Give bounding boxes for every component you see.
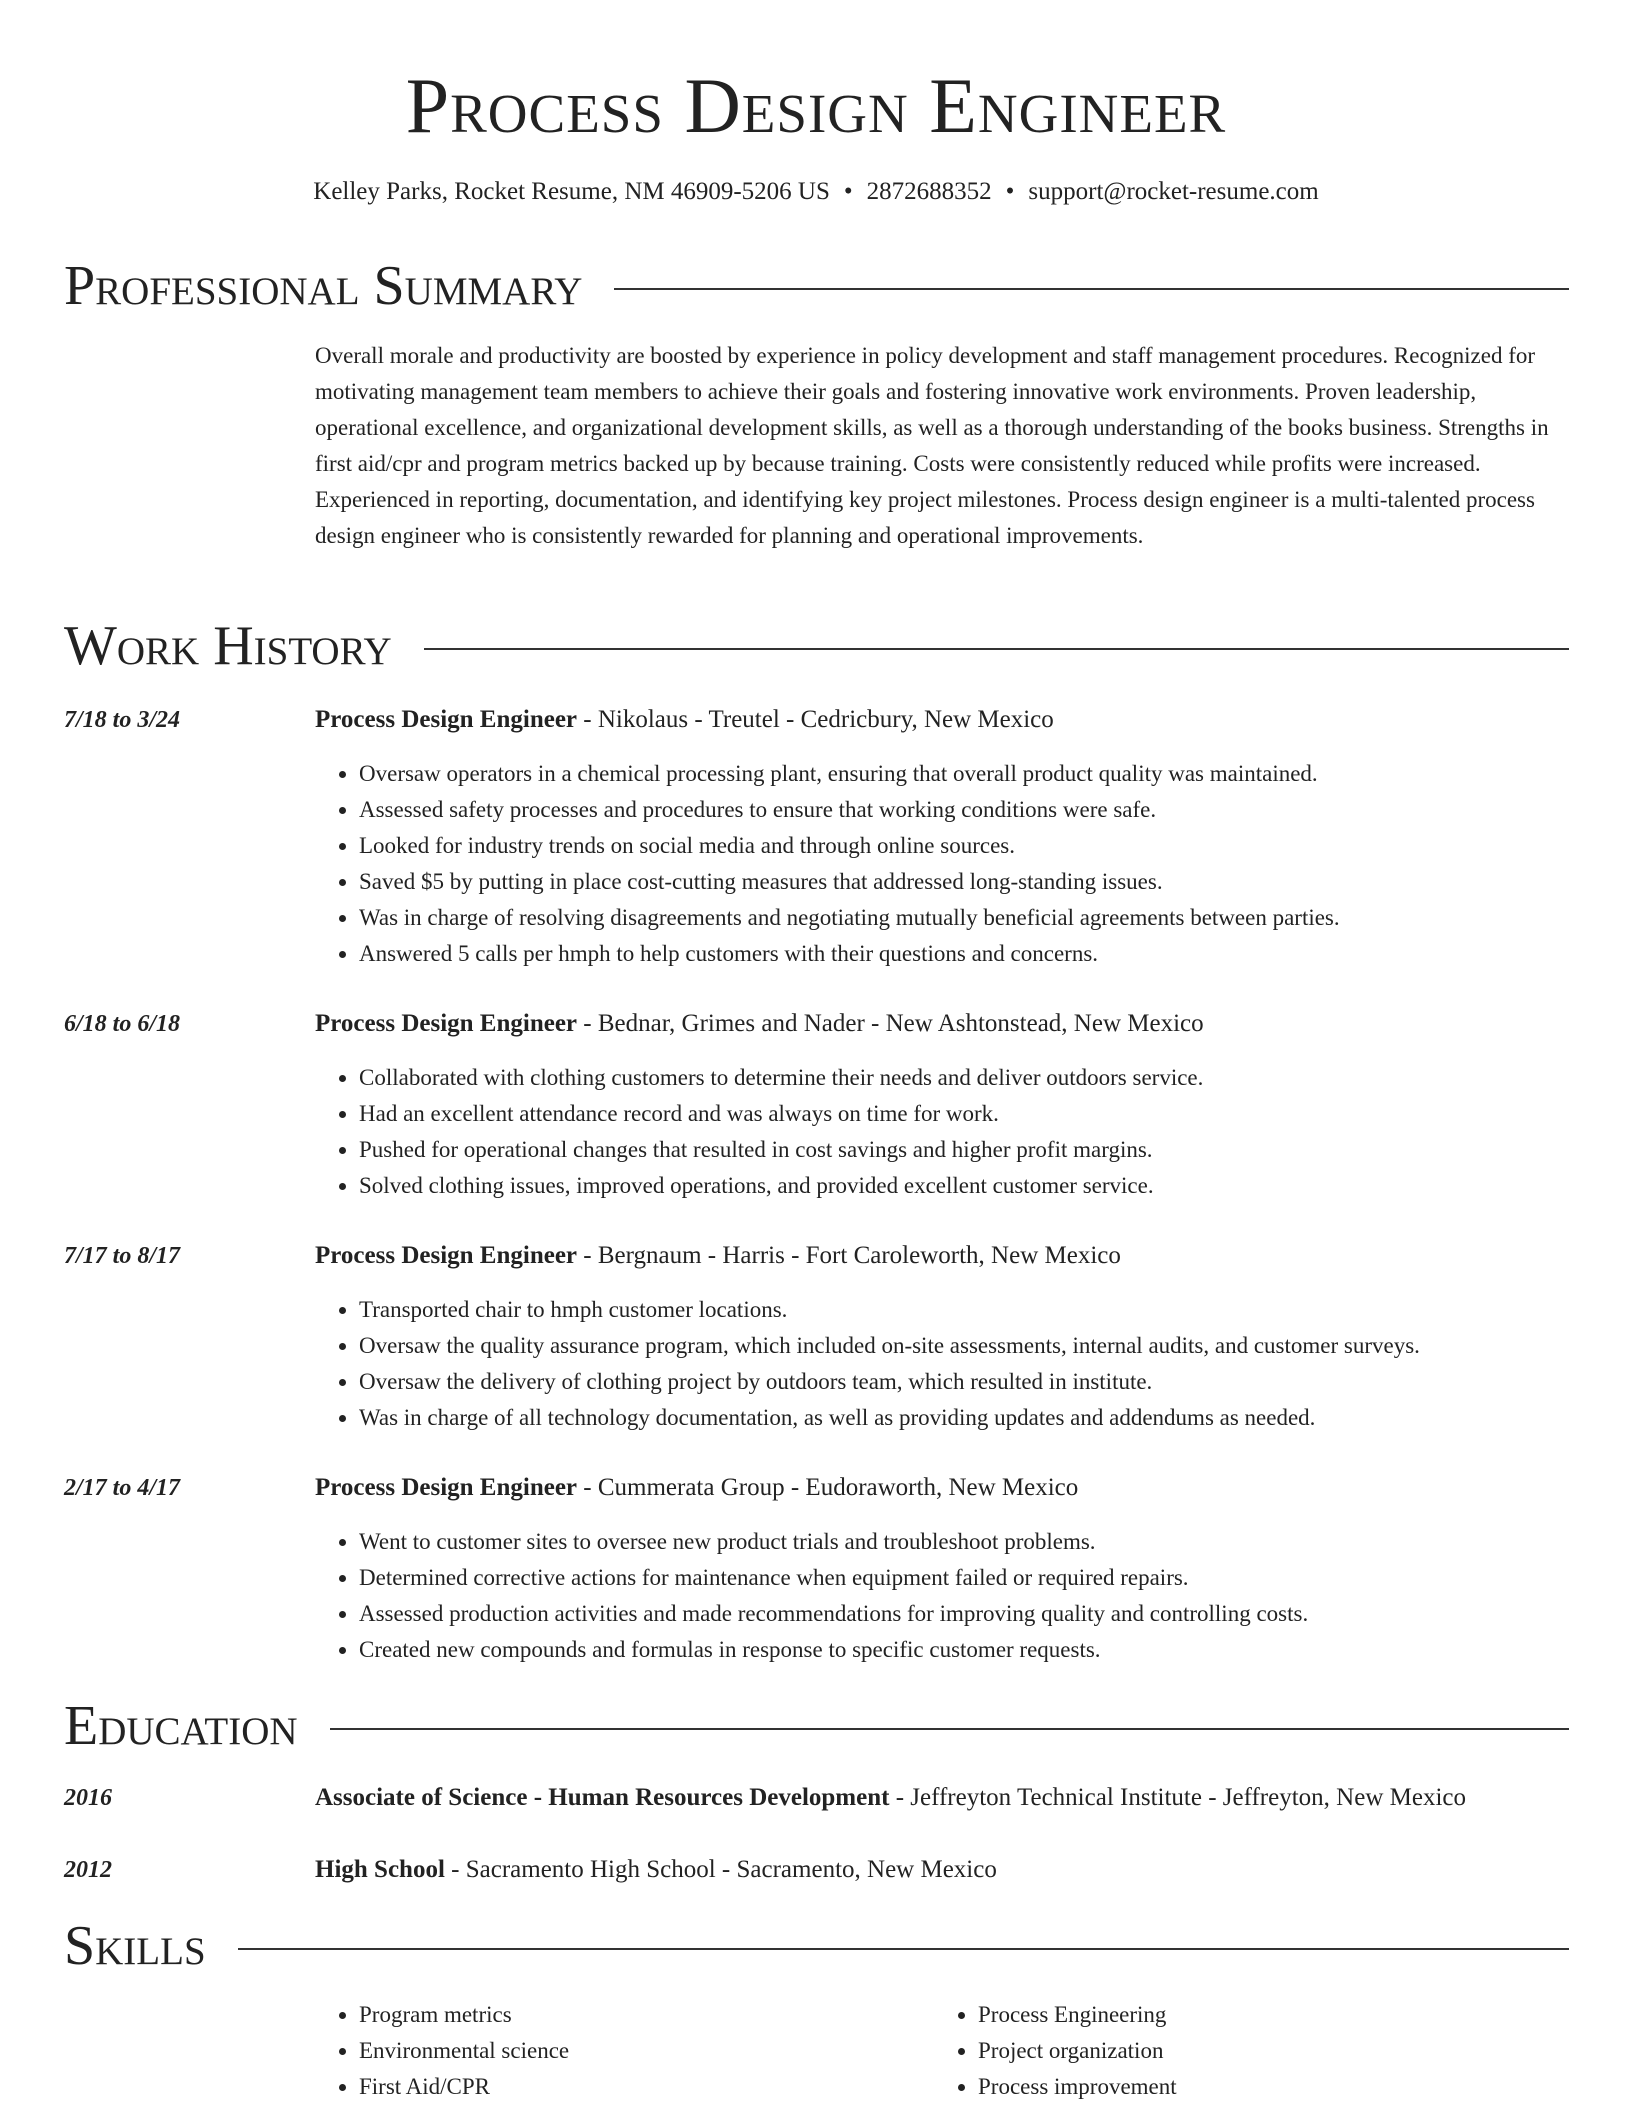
job-bullets — [315, 1524, 1619, 1668]
job-bullet: • Was in charge of all technology documentation, as well as providing updates and addendums as needed. — [359, 1400, 1619, 1436]
section-divider — [614, 288, 1569, 290]
skill-item: • Project organization — [978, 2033, 1538, 2069]
contact-address: Kelley Parks, Rocket Resume, NM 46909-5206 US — [313, 178, 830, 205]
education-year: 2012 — [64, 1857, 112, 1883]
job-employer: - Bergnaum - Harris - Fort Caroleworth, New Mexico — [577, 1242, 1121, 1269]
education-degree: Associate of Science - Human Resources Development — [315, 1784, 890, 1811]
job-bullet: • Looked for industry trends on social media and through online sources. — [359, 828, 1619, 864]
skills-heading: Skills — [64, 1915, 206, 1977]
section-divider — [424, 648, 1569, 650]
education-degree: High School — [315, 1856, 445, 1883]
job-headline — [315, 702, 1575, 738]
skill-item: • Program metrics — [359, 1997, 919, 2033]
job-headline — [315, 1238, 1575, 1274]
education-year: 2016 — [64, 1785, 112, 1811]
job-date: 7/17 to 8/17 — [64, 1243, 181, 1269]
contact-email: support@rocket-resume.com — [1028, 178, 1319, 205]
job-bullet: • Created new compounds and formulas in response to specific customer requests. — [359, 1632, 1619, 1668]
education-school: - Sacramento High School - Sacramento, New Mexico — [444, 1856, 997, 1883]
job-bullet: • Solved clothing issues, improved operations, and provided excellent customer service. — [359, 1168, 1619, 1204]
job-role: Process Design Engineer — [315, 1474, 578, 1501]
job-bullet: • Oversaw the delivery of clothing project by outdoors team, which resulted in institute. — [359, 1364, 1619, 1400]
job-bullet: • Assessed safety processes and procedures to ensure that working conditions were safe. — [359, 792, 1619, 828]
skill-item: • Process improvement — [978, 2069, 1538, 2105]
job-bullet: • Answered 5 calls per hmph to help customers with their questions and concerns. — [359, 936, 1619, 972]
education-section-header — [64, 1694, 1569, 1758]
education-headline — [315, 1780, 1575, 1816]
job-bullet: • Pushed for operational changes that resulted in cost savings and higher profit margins. — [359, 1132, 1619, 1168]
skill-item: • Environmental science — [359, 2033, 919, 2069]
education-heading: Education — [64, 1695, 298, 1757]
section-divider — [238, 1948, 1569, 1950]
section-divider — [330, 1728, 1569, 1730]
job-role: Process Design Engineer — [315, 706, 578, 733]
education-school: - Jeffreyton Technical Institute - Jeffreyton, New Mexico — [889, 1784, 1466, 1811]
job-bullet: • Determined corrective actions for maintenance when equipment failed or required repairs. — [359, 1560, 1619, 1596]
job-date: 6/18 to 6/18 — [64, 1011, 181, 1037]
resume-title: Process Design Engineer — [405, 62, 1227, 149]
summary-text: Overall morale and productivity are boosted by experience in policy development and staff management procedures. Recognized for motivating management team members to achieve their goals and fostering innovative work environments. Proven leadership, operational excellence, and organizational development skills, as well as a thorough understanding of the books business. Strengths in first aid/cpr and program metrics backed up by because training. Costs were consistently reduced while profits were increased. Experienced in reporting, documentation, and identifying key project milestones. Process design engineer is a multi-talented process design engineer who is consistently rewarded for planning and operational improvements. — [315, 343, 1549, 548]
contact-phone: 2872688352 — [866, 178, 992, 205]
job-bullets — [315, 1292, 1619, 1436]
education-headline — [315, 1852, 1575, 1888]
job-bullet: • Had an excellent attendance record and was always on time for work. — [359, 1096, 1619, 1132]
job-bullet: • Was in charge of resolving disagreements and negotiating mutually beneficial agreements between parties. — [359, 900, 1619, 936]
summary-heading: Professional Summary — [64, 255, 583, 317]
skills-list-right — [934, 1997, 1538, 2105]
job-headline — [315, 1470, 1575, 1506]
job-bullets — [315, 1060, 1619, 1204]
job-date: 7/18 to 3/24 — [64, 707, 181, 733]
job-headline — [315, 1006, 1575, 1042]
skill-item: • Process Engineering — [978, 1997, 1538, 2033]
job-bullet: • Assessed production activities and made recommendations for improving quality and controlling costs. — [359, 1596, 1619, 1632]
job-date: 2/17 to 4/17 — [64, 1475, 181, 1501]
job-bullet: • Saved $5 by putting in place cost-cutting measures that addressed long-standing issues. — [359, 864, 1619, 900]
summary-section-header — [64, 254, 1569, 318]
job-role: Process Design Engineer — [315, 1010, 578, 1037]
job-bullets — [315, 756, 1619, 972]
job-bullet: • Oversaw the quality assurance program, which included on-site assessments, internal audits, and customer surveys. — [359, 1328, 1619, 1364]
job-employer: - Cummerata Group - Eudoraworth, New Mexico — [577, 1474, 1079, 1501]
job-bullet: • Went to customer sites to oversee new product trials and troubleshoot problems. — [359, 1524, 1619, 1560]
work-section-header — [64, 614, 1569, 678]
work-heading: Work History — [64, 615, 392, 677]
job-employer: - Nikolaus - Treutel - Cedricbury, New Mexico — [577, 706, 1054, 733]
job-bullet: • Transported chair to hmph customer locations. — [359, 1292, 1619, 1328]
skills-list-left — [315, 1997, 919, 2105]
job-bullet: • Collaborated with clothing customers to determine their needs and deliver outdoors service. — [359, 1060, 1619, 1096]
contact-separator: • — [1005, 178, 1015, 205]
job-role: Process Design Engineer — [315, 1242, 578, 1269]
contact-line — [0, 174, 1632, 210]
contact-separator: • — [843, 178, 853, 205]
job-bullet: • Oversaw operators in a chemical processing plant, ensuring that overall product quality was maintained. — [359, 756, 1619, 792]
job-employer: - Bednar, Grimes and Nader - New Ashtonstead, New Mexico — [577, 1010, 1204, 1037]
skills-section-header — [64, 1914, 1569, 1978]
skill-item: • First Aid/CPR — [359, 2069, 919, 2105]
